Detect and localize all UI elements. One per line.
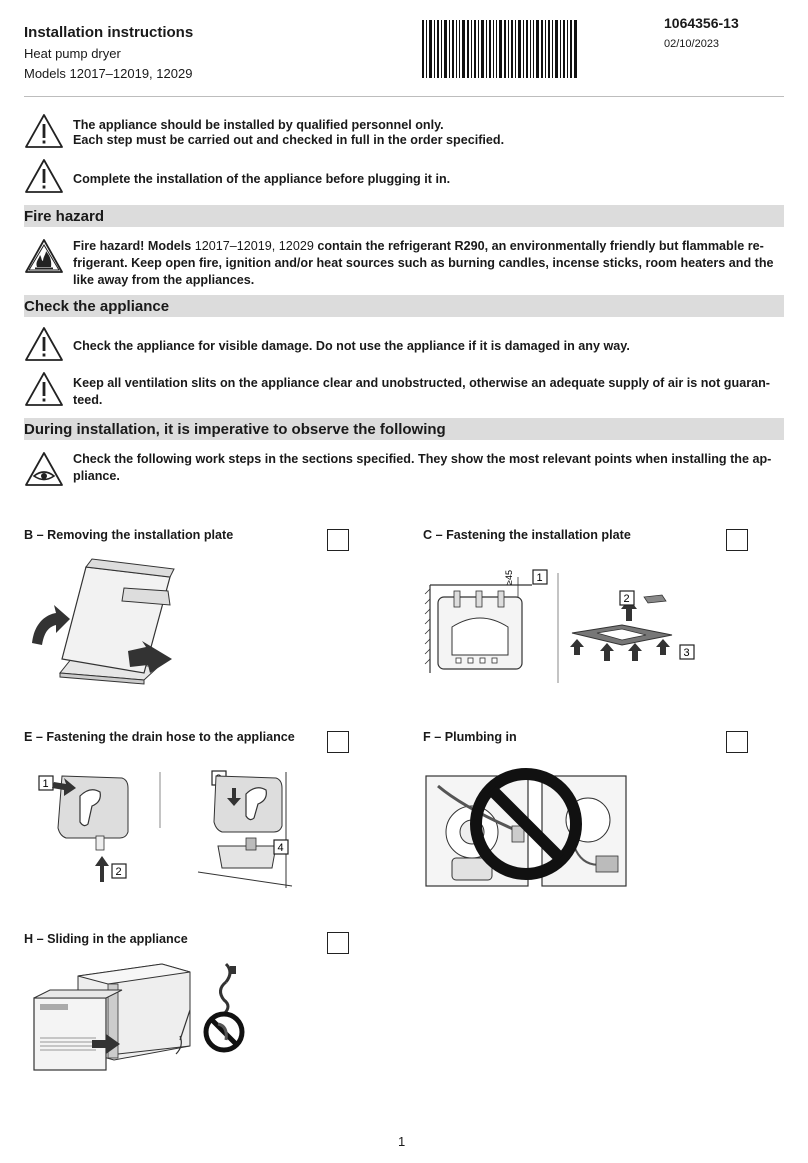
fire-models: 12017–12019, 12029 [194, 239, 314, 253]
figure-h-title: H – Sliding in the appliance [24, 932, 188, 946]
figure-b-title: B – Removing the installation plate [24, 528, 234, 542]
document-number: 1064356-13 [664, 15, 739, 31]
note-work-steps-line1: Check the following work steps in the sections specified. They show the most relevant points when installing the ap- [73, 452, 772, 466]
step-label: 4 [277, 842, 284, 854]
dimension-label: ≥45 [504, 570, 514, 585]
section-heading: Fire hazard [24, 208, 105, 225]
figure-e-illustration [36, 768, 304, 890]
step-label: 1 [42, 778, 49, 790]
step-label: 3 [683, 647, 690, 659]
figure-b-illustration [24, 555, 184, 690]
section-heading: Check the appliance [24, 298, 170, 315]
fire-hazard-text [73, 238, 785, 289]
note-qualified-personnel: The appliance should be installed by qualified personnel only. [73, 118, 444, 132]
step-label: 2 [623, 593, 630, 605]
figure-h-illustration [30, 960, 270, 1075]
models-line: Models 12017–12019, 12029 [24, 66, 193, 81]
warning-triangle-icon [24, 113, 64, 149]
fire-warning-icon [24, 238, 64, 274]
warning-triangle-icon [24, 371, 64, 407]
figure-e-title: E – Fastening the drain hose to the appliance [24, 730, 295, 744]
note-ventilation-line2: teed. [73, 393, 103, 407]
note-visible-damage: Check the appliance for visible damage. Do not use the appliance if it is damaged in any way. [73, 339, 630, 353]
note-work-steps-line2: pliance. [73, 469, 120, 483]
note-ventilation [73, 375, 785, 409]
figure-f-illustration [424, 762, 632, 890]
step-label: 2 [115, 866, 122, 878]
fire-text-line3: like away from the appliances. [73, 273, 255, 287]
figure-c-checkbox[interactable] [726, 529, 748, 551]
page-number: 1 [398, 1134, 406, 1149]
figure-e-checkbox[interactable] [327, 731, 349, 753]
figure-c-title: C – Fastening the installation plate [423, 528, 631, 542]
barcode [422, 20, 577, 78]
figure-f-title: F – Plumbing in [423, 730, 517, 744]
note-work-steps [73, 451, 785, 485]
document-date: 02/10/2023 [664, 38, 720, 50]
section-heading: During installation, it is imperative to observe the following [24, 421, 446, 438]
section-fire-hazard [24, 205, 784, 227]
figure-h-checkbox[interactable] [327, 932, 349, 954]
eye-triangle-icon [24, 451, 64, 487]
document-subtitle: Heat pump dryer [24, 46, 121, 61]
fire-text-line2: frigerant. Keep open fire, ignition and/or heat sources such as burning candles, incense sticks, room heaters and the [73, 256, 774, 270]
note-step-order: Each step must be carried out and checked in full in the order specified. [73, 133, 505, 147]
step-label: 1 [536, 572, 543, 584]
note-ventilation-line1: Keep all ventilation slits on the appliance clear and unobstructed, otherwise an adequate supply of air is not guaran- [73, 376, 770, 390]
section-check-appliance [24, 295, 784, 317]
warning-triangle-icon [24, 158, 64, 194]
figure-b-checkbox[interactable] [327, 529, 349, 551]
figure-f-checkbox[interactable] [726, 731, 748, 753]
header-divider [24, 96, 784, 97]
warning-triangle-icon [24, 326, 64, 362]
figure-c-illustration [422, 565, 702, 685]
fire-text-part1: Fire hazard! Models [73, 239, 195, 253]
document-title: Installation instructions [24, 24, 194, 41]
section-during-installation [24, 418, 784, 440]
note-complete-before-plug: Complete the installation of the appliance before plugging it in. [73, 172, 451, 186]
prohibited-icon [206, 1014, 242, 1050]
fire-text-part2: contain the refrigerant R290, an environmentally friendly but flammable re- [313, 239, 764, 253]
